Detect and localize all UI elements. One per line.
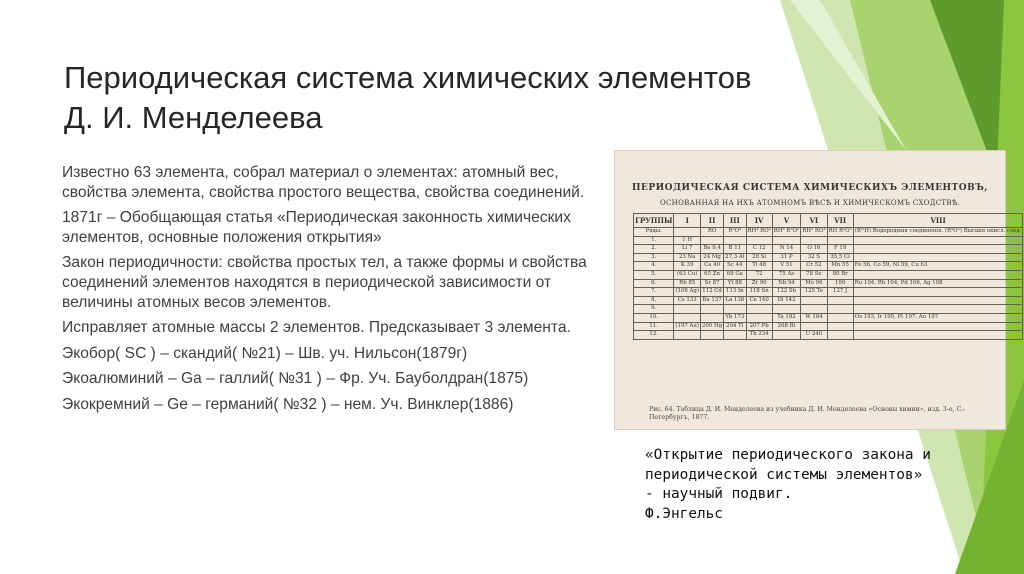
scan-table-cell xyxy=(746,305,772,314)
quote-author: Ф.Энгельс xyxy=(645,505,723,522)
scan-table-cell: 204 Tl xyxy=(724,322,746,331)
scan-table-cell: O 16 xyxy=(801,245,827,254)
scan-header-cell: VI xyxy=(801,214,827,228)
bullet-text: Закон периодичности: свойства простых тел, а также формы и свойства соединений элементов находятся в периодической зависимости от величины атомных весов элементов. xyxy=(62,254,587,311)
scan-table-cell: 113 In xyxy=(724,288,746,297)
scan-table-cell: 4. xyxy=(634,262,674,271)
scan-table-row xyxy=(634,236,1023,245)
scan-formula-cell: (RᵐH) Водородныя соединенія. (R²Oⁿ) Высшія окисл. соед. xyxy=(853,228,1023,237)
scan-table-cell xyxy=(701,305,724,314)
scan-table-cell: La 138 xyxy=(724,296,746,305)
bullet-item xyxy=(62,395,610,415)
scan-table-cell xyxy=(853,331,1023,340)
bullet-text: 1871г – Обобщающая статья «Периодическая законность химических элементов, основные положения открытия» xyxy=(62,209,571,246)
scan-table-cell: 27,3 Al xyxy=(724,253,746,262)
scan-table-cell xyxy=(853,245,1023,254)
scan-table-cell: Di 142 xyxy=(772,296,800,305)
scan-table-cell: 11. xyxy=(634,322,674,331)
scan-table-cell: 72 xyxy=(746,270,772,279)
scan-table-cell: (108 Ag) xyxy=(674,288,701,297)
bullet-text: Экоалюминий – Ga – галлий( №31 ) – Фр. Уч. Бауболдран(1875) xyxy=(62,370,529,388)
quote-line-1: «Открытие периодического закона и xyxy=(645,447,931,463)
bullet-text: Экокремний – Ge – германий( №32 ) – нем. Уч. Винклер(1886) xyxy=(62,395,514,413)
scan-table-cell: 5. xyxy=(634,270,674,279)
bullet-item xyxy=(62,344,610,364)
quote-line-2: периодической системы элементов» xyxy=(645,466,923,483)
scan-formula-cell: R²O³ xyxy=(724,228,746,237)
scan-table-cell: Ta 182 xyxy=(772,313,800,322)
bullet-item xyxy=(62,208,610,247)
scan-table-row xyxy=(634,270,1023,279)
scan-table-cell xyxy=(772,331,800,340)
scan-table-cell xyxy=(724,331,746,340)
scan-table-cell: 75 As xyxy=(772,270,800,279)
scan-table-cell xyxy=(674,331,701,340)
scan-table-cell: 78 Se xyxy=(801,270,827,279)
scan-table-cell: 68 Ga xyxy=(724,270,746,279)
scan-table-cell xyxy=(853,236,1023,245)
scan-table-cell: (197 Au) xyxy=(674,322,701,331)
scan-table-cell xyxy=(827,296,853,305)
scan-table-cell: Cr 52 xyxy=(801,262,827,271)
scan-table-cell xyxy=(701,236,724,245)
scan-formula-cell: RH⁴ RO² xyxy=(746,228,772,237)
scan-table-cell: 8. xyxy=(634,296,674,305)
scan-subtitle: ОСНОВАННАЯ НА ИХЪ АТОМНОМЪ ВѢСѢ И ХИМИЧЕСКОМЪ СХОДСТВѢ. xyxy=(659,199,960,207)
scan-table-cell xyxy=(801,305,827,314)
bullet-item xyxy=(62,369,610,389)
scan-header-cell: VIII xyxy=(853,214,1023,228)
scan-table-body xyxy=(634,228,1023,340)
scan-table-cell xyxy=(746,236,772,245)
scan-formula-cell: RH² RO³ xyxy=(801,228,827,237)
scan-table-cell xyxy=(701,313,724,322)
scan-table-cell: Mn 55 xyxy=(827,262,853,271)
scan-header-row xyxy=(634,214,1023,228)
scan-header-cell: I xyxy=(674,214,701,228)
scan-table-cell: 125 Te xyxy=(801,288,827,297)
scan-table-cell xyxy=(701,331,724,340)
scan-table-cell xyxy=(827,305,853,314)
scan-table-cell: U 240 xyxy=(801,331,827,340)
scan-formula-cell: RO xyxy=(701,228,724,237)
scan-table-cell xyxy=(724,236,746,245)
scan-table-cell: 80 Br xyxy=(827,270,853,279)
scan-table-cell xyxy=(827,236,853,245)
scan-table-row xyxy=(634,313,1023,322)
scan-table-cell: Yt 88 xyxy=(724,279,746,288)
scan-table-cell: K 39 xyxy=(674,262,701,271)
scan-table-cell: 100 xyxy=(827,279,853,288)
scan-table-cell: 23 Na xyxy=(674,253,701,262)
scan-table-cell: Ti 48 xyxy=(746,262,772,271)
scan-formula-cell: RH³ R²O⁵ xyxy=(772,228,800,237)
scan-table-cell: (63 Cu) xyxy=(674,270,701,279)
scan-header-cell: ГРУППЫ xyxy=(634,214,674,228)
scan-table-cell: 127 J xyxy=(827,288,853,297)
scan-table-cell: W 184 xyxy=(801,313,827,322)
scan-table-cell: Ba 137 xyxy=(701,296,724,305)
scan-header-cell: III xyxy=(724,214,746,228)
scan-table-cell xyxy=(772,305,800,314)
scan-table-cell: 6. xyxy=(634,279,674,288)
scan-table-cell: Os 193, Ir 195, Pt 197, Au 197 xyxy=(853,313,1023,322)
scan-header-cell: II xyxy=(701,214,724,228)
scan-table-cell: 31 P xyxy=(772,253,800,262)
scan-table-cell: 9. xyxy=(634,305,674,314)
scan-table-cell xyxy=(853,270,1023,279)
scan-table-cell: Ce 140 xyxy=(746,296,772,305)
scan-table-cell: Li 7 xyxy=(674,245,701,254)
scan-table-cell xyxy=(853,253,1023,262)
scan-table-cell: B 11 xyxy=(724,245,746,254)
scan-formula-row xyxy=(634,228,1023,237)
scan-table-cell: 208 Bi xyxy=(772,322,800,331)
scan-caption: Рис. 64. Таблица Д. И. Менделеева из учебника Д. И. Менделеева «Основы химии», изд. 3-е, С.-Петербургъ, 1877. xyxy=(649,406,966,421)
scan-table-row xyxy=(634,245,1023,254)
scan-table-cell xyxy=(827,313,853,322)
slide-title xyxy=(64,58,944,138)
quote-line-3: - научный подвиг. xyxy=(645,486,793,502)
scan-table-cell: 7. xyxy=(634,288,674,297)
scan-table-cell xyxy=(801,296,827,305)
scan-table-cell xyxy=(853,305,1023,314)
scan-table-cell: 12. xyxy=(634,331,674,340)
scan-formula-cell xyxy=(674,228,701,237)
scan-table-cell: Nb 94 xyxy=(772,279,800,288)
scan-table-cell: Sr 87 xyxy=(701,279,724,288)
title-line-1: Периодическая система химических элементов xyxy=(64,60,752,95)
bullet-text: Известно 63 элемента, собрал материал о элементах: атомный вес, свойства элемента, свойства простого вещества, свойства соединений. xyxy=(62,164,585,201)
scan-table-head xyxy=(634,214,1023,228)
scan-table-cell: Cs 133 xyxy=(674,296,701,305)
scan-table-row xyxy=(634,305,1023,314)
scan-table-row xyxy=(634,288,1023,297)
scan-table-cell: 2. xyxy=(634,245,674,254)
scan-table-cell: 1. xyxy=(634,236,674,245)
scan-table-cell: Fe 56, Co 59, Ni 59, Cu 63 xyxy=(853,262,1023,271)
scan-table-row xyxy=(634,253,1023,262)
scan-table-cell: 207 Pb xyxy=(746,322,772,331)
bullet-list xyxy=(62,163,610,421)
scan-table-cell xyxy=(674,313,701,322)
scan-table-row xyxy=(634,322,1023,331)
bullet-item xyxy=(62,163,610,202)
scan-table-cell: 122 Sb xyxy=(772,288,800,297)
scan-table-cell: Be 9,4 xyxy=(701,245,724,254)
scan-table-cell: Ru 104, Rh 104, Pd 106, Ag 108 xyxy=(853,279,1023,288)
scan-table-cell: 118 Sn xyxy=(746,288,772,297)
bullet-text: Экобор( SC ) – скандий( №21) – Шв. уч. Нильсон(1879г) xyxy=(62,344,468,362)
scan-table-cell: V 51 xyxy=(772,262,800,271)
scan-table-cell: Rb 85 xyxy=(674,279,701,288)
mendeleev-table-image xyxy=(614,150,1022,430)
scan-table-cell: 3. xyxy=(634,253,674,262)
scan-table-cell xyxy=(801,236,827,245)
scan-table-cell xyxy=(746,313,772,322)
bullet-item xyxy=(62,253,610,312)
scan-header-cell: VII xyxy=(827,214,853,228)
scan-table-cell: 65 Zn xyxy=(701,270,724,279)
scan-table-cell: 24 Mg xyxy=(701,253,724,262)
scan-header-cell: IV xyxy=(746,214,772,228)
scan-table-cell xyxy=(724,305,746,314)
scan-table-cell: Ca 40 xyxy=(701,262,724,271)
scan-table-cell: F 19 xyxy=(827,245,853,254)
scan-header-cell: V xyxy=(772,214,800,228)
scan-table-cell: Zr 90 xyxy=(746,279,772,288)
scan-table-row xyxy=(634,279,1023,288)
scan-table-row xyxy=(634,296,1023,305)
scan-table-cell xyxy=(674,305,701,314)
scan-formula-cell: Ряды. xyxy=(634,228,674,237)
scan-table-cell: 112 Cd xyxy=(701,288,724,297)
scan-table-cell xyxy=(827,322,853,331)
scan-table-cell: Mo 96 xyxy=(801,279,827,288)
bullet-text: Исправляет атомные массы 2 элементов. Предсказывает 3 элемента. xyxy=(62,319,571,337)
scan-table-cell: N 14 xyxy=(772,245,800,254)
scan-title: ПЕРИОДИЧЕСКАЯ СИСТЕМА ХИМИЧЕСКИХЪ ЭЛЕМЕНТОВЪ, xyxy=(632,183,988,193)
scan-table-cell: 28 Si xyxy=(746,253,772,262)
scan-table-cell xyxy=(853,296,1023,305)
scan-table-row xyxy=(634,262,1023,271)
scan-table-cell: Th 234 xyxy=(746,331,772,340)
scan-table-cell: 35,5 Cl xyxy=(827,253,853,262)
bullet-item xyxy=(62,318,610,338)
scan-table-cell: 200 Hg xyxy=(701,322,724,331)
scan-table-row xyxy=(634,331,1023,340)
scan-table-cell xyxy=(801,322,827,331)
scan-table-cell xyxy=(853,288,1023,297)
scan-table-cell xyxy=(827,331,853,340)
title-line-2: Д. И. Менделеева xyxy=(64,100,323,135)
scan-table-cell: 10. xyxy=(634,313,674,322)
scan-table-cell: C 12 xyxy=(746,245,772,254)
scan-table-cell xyxy=(853,322,1023,331)
scan-table-cell: Yb 173 xyxy=(724,313,746,322)
engels-quote xyxy=(645,446,985,524)
scan-table-cell: Sc 44 xyxy=(724,262,746,271)
periodic-table-scan xyxy=(633,213,1023,340)
scan-table-cell xyxy=(772,236,800,245)
scan-table-cell: 1 H xyxy=(674,236,701,245)
scan-formula-cell: RH R²O⁷ xyxy=(827,228,853,237)
scan-table-cell: 32 S xyxy=(801,253,827,262)
